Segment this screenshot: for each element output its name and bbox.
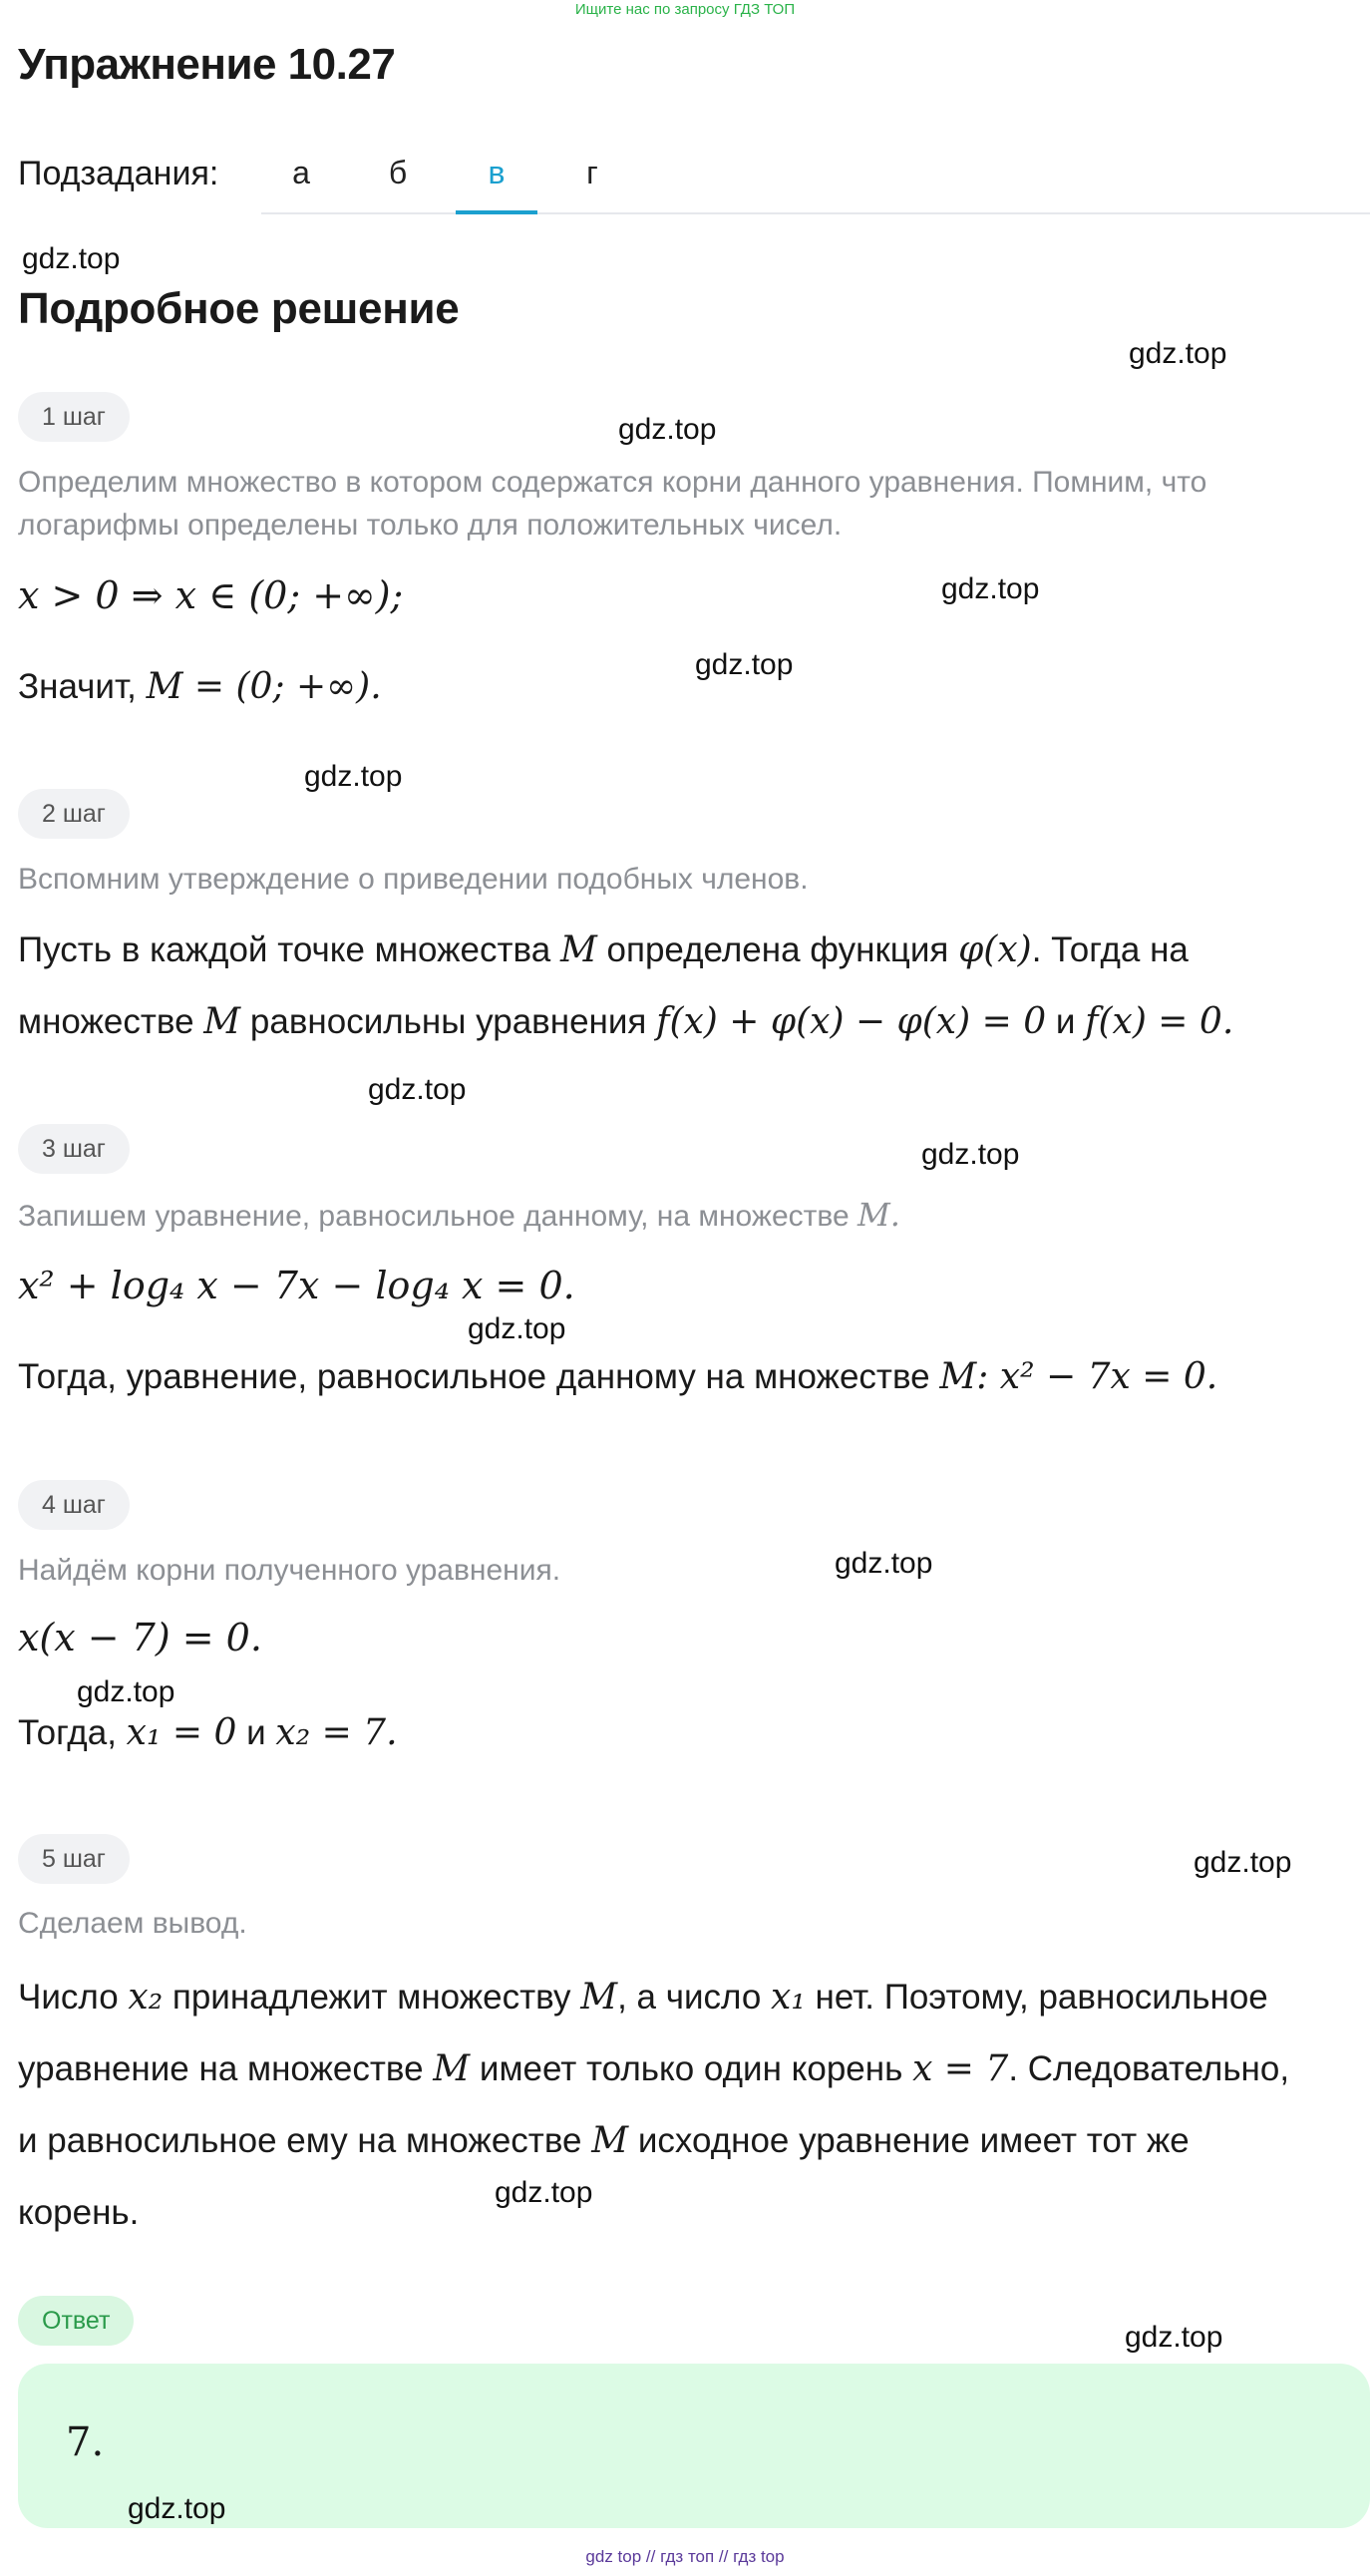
watermark: gdz.top (921, 1138, 1020, 1171)
section-title: Подробное решение (18, 284, 460, 333)
step-5-line-3 (18, 2105, 1190, 2177)
watermark: gdz.top (1194, 1846, 1292, 1879)
text-fragment: исходное уравнение имеет тот же (637, 2121, 1190, 2160)
text-fragment: , а число (617, 1978, 762, 2017)
watermark: gdz.top (835, 1547, 933, 1580)
watermark: gdz.top (1125, 2321, 1223, 2354)
math-fragment: M (433, 2048, 471, 2089)
watermark: gdz.top (304, 760, 403, 793)
text-fragment: Пусть в каждой точке множества (18, 930, 551, 969)
step-5-line-1 (18, 1962, 1268, 2033)
text-fragment: . Следовательно, (1008, 2049, 1290, 2088)
watermark: gdz.top (77, 1675, 175, 1708)
tab-v[interactable]: в (488, 155, 506, 190)
text-fragment: нет. Поэтому, равносильное (815, 1978, 1268, 2017)
active-tab-indicator (456, 210, 537, 214)
text-fragment: . Тогда на (1031, 930, 1189, 969)
text-fragment: имеет только один корень (479, 2049, 903, 2088)
step-5-hint: Сделаем вывод. (18, 1907, 247, 1940)
subtasks-label: Подзадания: (18, 155, 219, 192)
step-4-result (18, 1697, 398, 1769)
answer-badge: Ответ (18, 2296, 134, 2346)
text-fragment: и (246, 1713, 266, 1752)
step-1-hint (18, 461, 1206, 547)
tab-b[interactable]: б (388, 155, 408, 190)
math-fragment: x₁ = 0 (126, 1712, 237, 1753)
watermark: gdz.top (618, 413, 717, 446)
watermark: gdz.top (941, 572, 1040, 605)
math-fragment: M (559, 929, 597, 970)
text-fragment: множестве (18, 1002, 194, 1041)
math-fragment: x₁ (771, 1977, 806, 2018)
tabs-divider (261, 212, 1370, 214)
watermark: gdz.top (468, 1312, 566, 1345)
watermark: gdz.top (128, 2492, 226, 2525)
text-fragment: уравнение на множестве (18, 2049, 424, 2088)
footer-watermark: gdz top // гдз топ // гдз top (585, 2547, 785, 2566)
step-3-formula: x² + log₄ x − 7x − log₄ x = 0. (18, 1264, 575, 1307)
text-fragment: Число (18, 1978, 119, 2017)
step-2-line-1 (18, 915, 1189, 986)
math-fragment: f(x) + φ(x) − φ(x) = 0 (656, 1001, 1047, 1042)
step-2-badge: 2 шаг (18, 789, 130, 839)
step-1-result-text: Значит, (18, 667, 137, 706)
math-fragment: f(x) = 0. (1085, 1001, 1234, 1042)
watermark: gdz.top (1129, 337, 1227, 370)
step-1-result (18, 651, 382, 723)
text-fragment: и (1055, 1002, 1076, 1041)
step-3-result-text: Тогда, уравнение, равносильное данному на множестве (18, 1357, 930, 1396)
step-3-hint (18, 1194, 900, 1238)
step-2-line-2 (18, 986, 1233, 1058)
text-fragment: равносильны уравнения (249, 1002, 647, 1041)
text-fragment: Тогда, (18, 1713, 117, 1752)
step-1-formula: x > 0 ⇒ x ∈ (0; +∞); (18, 573, 404, 617)
step-1-hint-line: логарифмы определены только для положительных чисел. (18, 509, 843, 542)
text-fragment: и равносильное ему на множестве (18, 2121, 582, 2160)
step-1-result-math: M = (0; +∞). (146, 666, 382, 707)
step-3-result-math: M: x² − 7x = 0. (939, 1356, 1218, 1397)
text-fragment: определена функция (606, 930, 949, 969)
tab-g[interactable]: г (586, 155, 598, 190)
step-4-badge: 4 шаг (18, 1480, 130, 1530)
step-1-hint-line: Определим множество в котором содержатся корни данного уравнения. Помним, что (18, 466, 1207, 499)
watermark: gdz.top (495, 2176, 593, 2209)
step-4-hint: Найдём корни полученного уравнения. (18, 1554, 561, 1587)
step-5-line-2 (18, 2033, 1289, 2105)
step-1-badge: 1 шаг (18, 392, 130, 442)
tab-a[interactable]: а (292, 155, 310, 190)
text-fragment: принадлежит множеству (171, 1978, 571, 2017)
watermark: gdz.top (695, 648, 794, 681)
math-fragment: φ(x) (958, 929, 1032, 970)
step-3-hint-math: M. (857, 1196, 900, 1234)
step-3-result (18, 1341, 1217, 1413)
step-3-hint-text: Запишем уравнение, равносильное данному, на множестве (18, 1200, 850, 1233)
step-3-badge: 3 шаг (18, 1124, 130, 1174)
math-fragment: M (203, 1001, 241, 1042)
step-5-badge: 5 шаг (18, 1834, 130, 1884)
top-banner: Ищите нас по запросу ГДЗ ТОП (574, 1, 796, 18)
step-2-hint: Вспомним утверждение о приведении подобных членов. (18, 863, 809, 896)
math-fragment: M (580, 1977, 618, 2018)
watermark: gdz.top (22, 242, 121, 275)
math-fragment: x = 7 (912, 2048, 1009, 2089)
math-fragment: M (591, 2120, 629, 2161)
watermark: gdz.top (368, 1073, 467, 1106)
page-title: Упражнение 10.27 (18, 40, 396, 89)
step-4-formula: x(x − 7) = 0. (18, 1616, 262, 1659)
math-fragment: x₂ (128, 1977, 164, 2018)
math-fragment: x₂ = 7. (275, 1712, 398, 1753)
step-5-line-4: корень. (18, 2193, 140, 2232)
answer-value: 7. (66, 2419, 105, 2465)
